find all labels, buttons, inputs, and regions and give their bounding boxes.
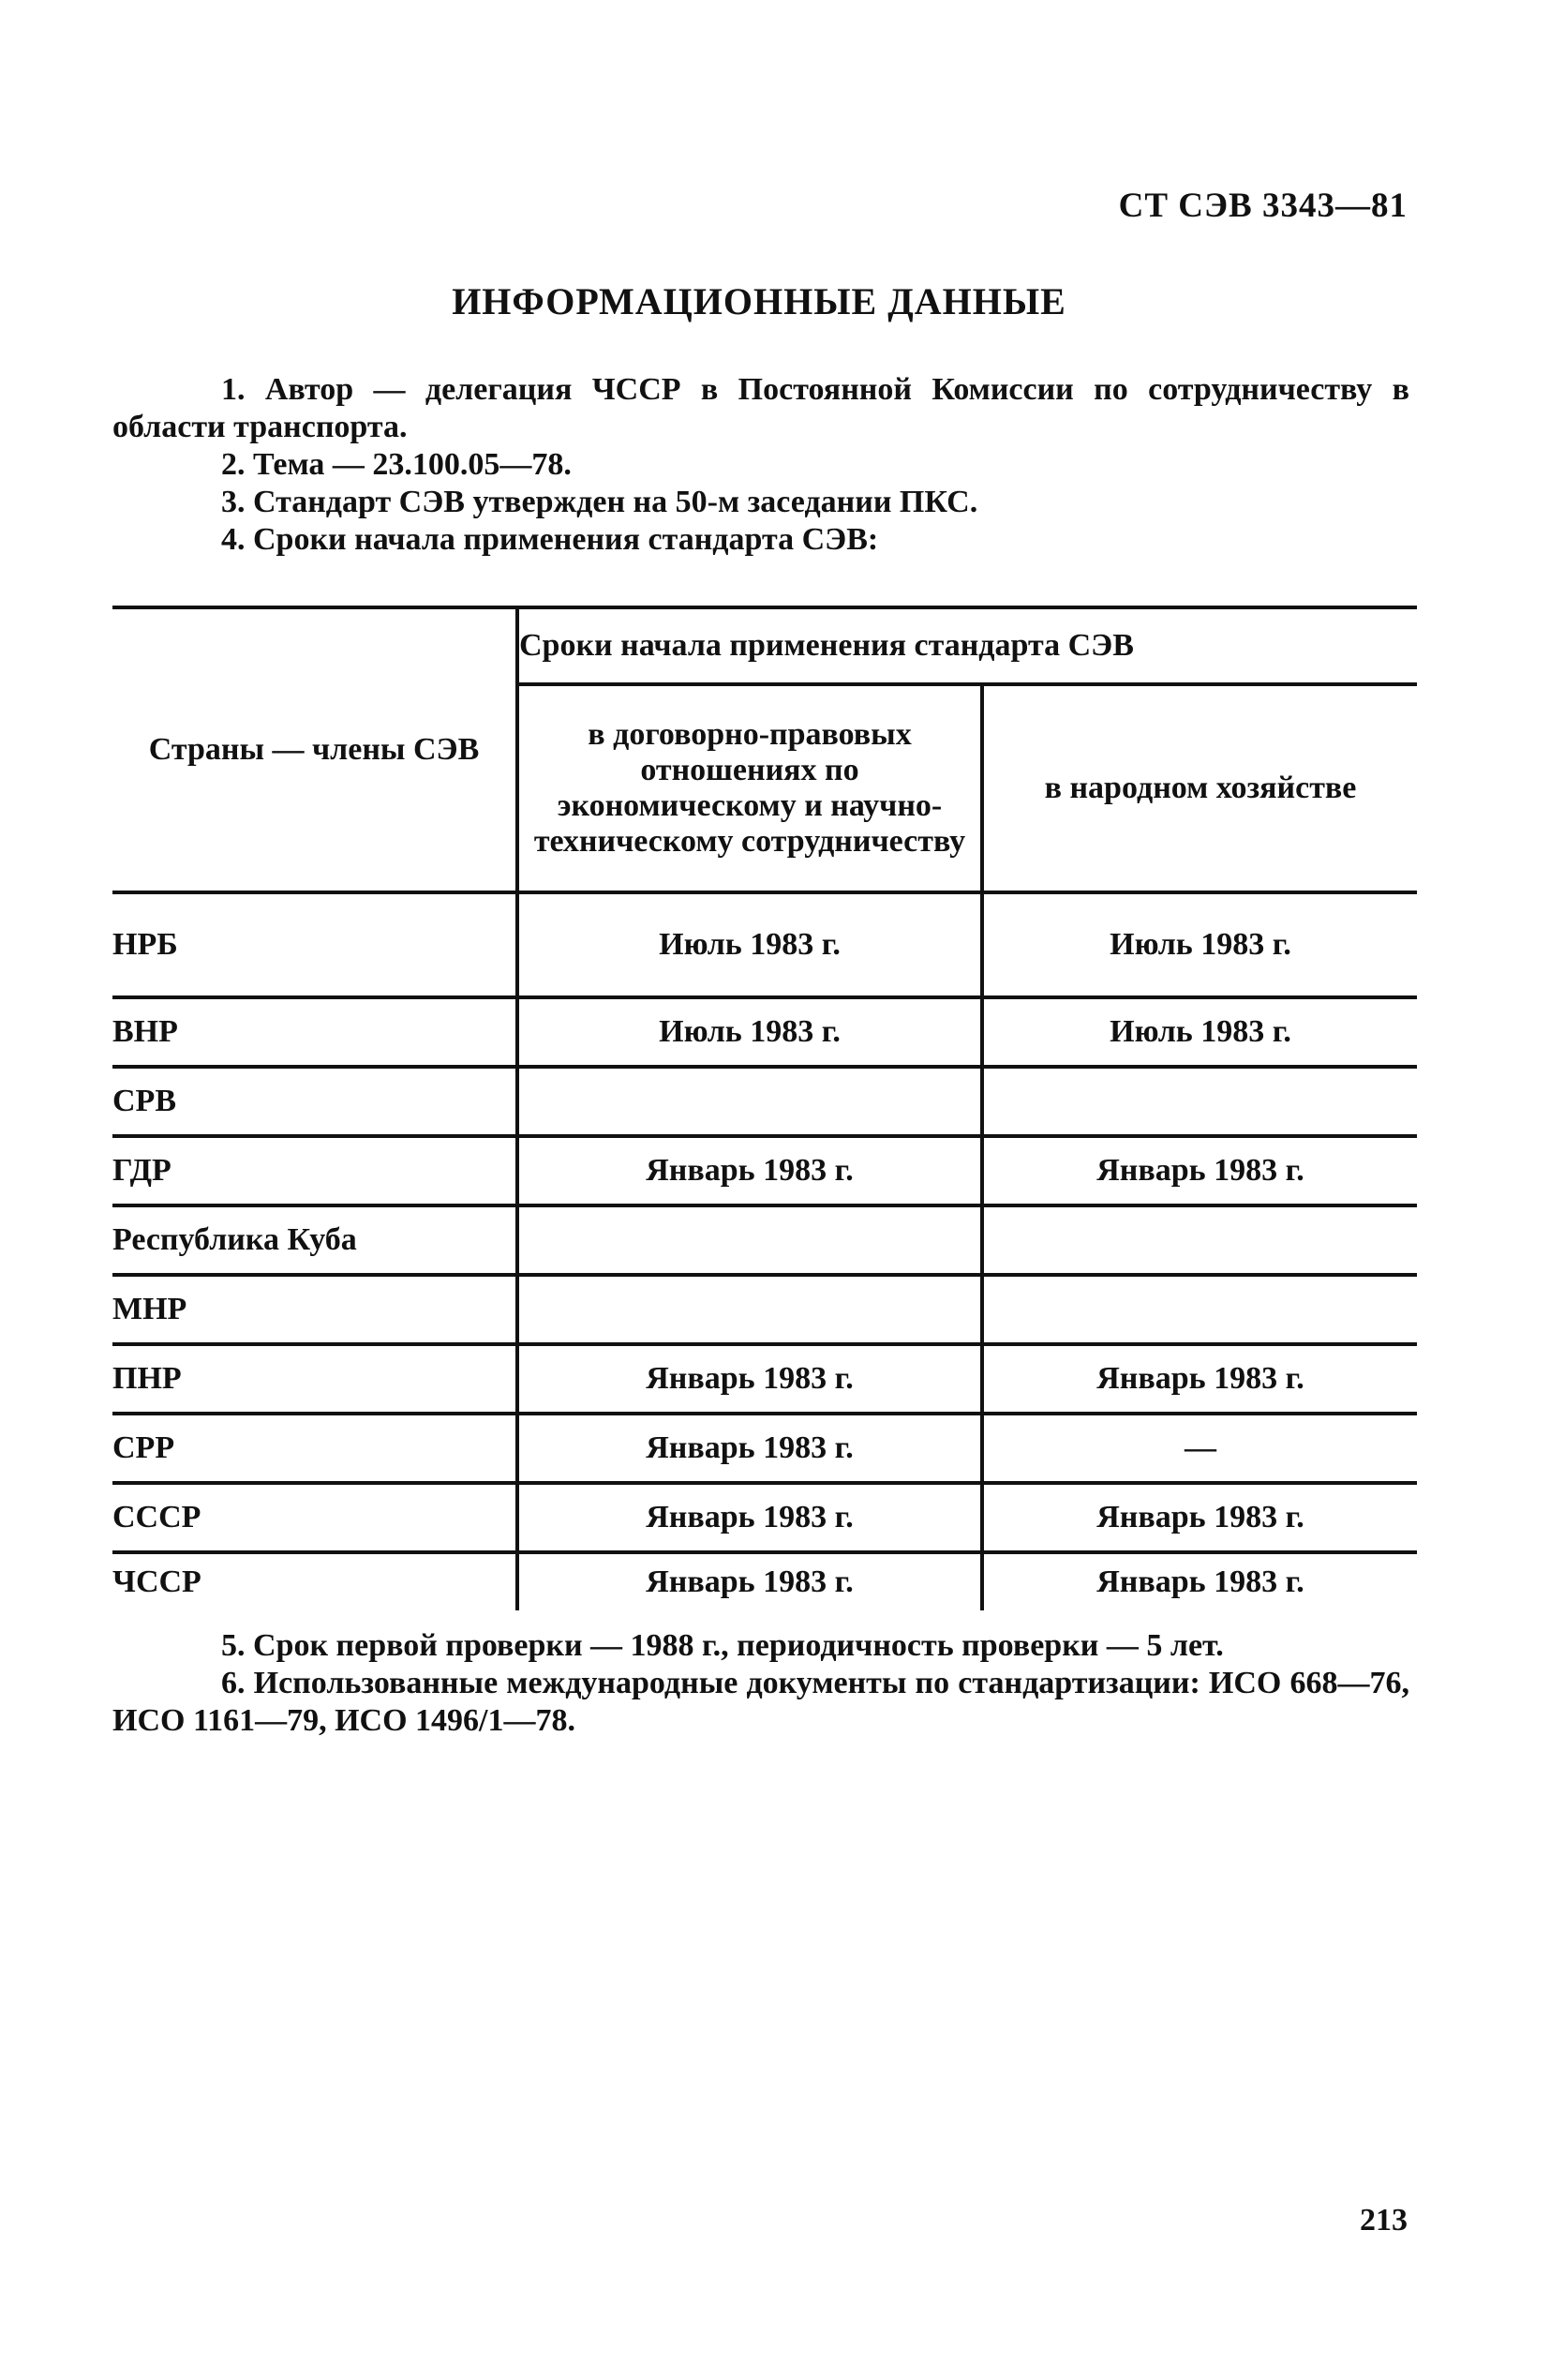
table-row (112, 1275, 1417, 1344)
economy-date-cell: Январь 1983 г. (982, 1483, 1417, 1552)
contract-date-cell: Июль 1983 г. (517, 997, 982, 1067)
table-row (112, 1414, 1417, 1483)
table-row (112, 1136, 1417, 1205)
info-item-2: 2. Тема — 23.100.05—78. (221, 447, 572, 482)
country-cell: СССР (112, 1483, 517, 1552)
country-cell: СРВ (112, 1067, 517, 1136)
contract-date-cell (517, 1067, 982, 1136)
info-item-6: 6. Использованные международные документы по стандартизации: ИСО 668—76, ИСО 1161—79, ИСО 1496/1—78. (112, 1666, 1409, 1738)
info-item-3: 3. Стандарт СЭВ утвержден на 50-м заседании ПКС. (221, 485, 978, 519)
economy-date-cell (982, 1275, 1417, 1344)
table-body (112, 892, 1417, 1610)
dates-group-header: Сроки начала применения стандарта СЭВ (517, 607, 1417, 684)
economy-date-cell: Январь 1983 г. (982, 1344, 1417, 1414)
economy-column-header: в народном хозяйстве (982, 684, 1417, 892)
economy-date-cell: Январь 1983 г. (982, 1136, 1417, 1205)
page-number: 213 (1360, 2203, 1408, 2238)
country-cell: ГДР (112, 1136, 517, 1205)
table-row (112, 997, 1417, 1067)
contract-date-cell: Январь 1983 г. (517, 1344, 982, 1414)
table-row (112, 892, 1417, 997)
page-title: ИНФОРМАЦИОННЫЕ ДАННЫЕ (452, 280, 1066, 322)
economy-date-cell: Июль 1983 г. (982, 892, 1417, 997)
country-cell: Республика Куба (112, 1205, 517, 1275)
contract-column-header: в договорно-правовых отношениях по экономическому и научно-техническому сотрудничеству (517, 684, 982, 892)
country-cell: ПНР (112, 1344, 517, 1414)
table-row (112, 1552, 1417, 1610)
economy-date-cell (982, 1205, 1417, 1275)
country-cell: МНР (112, 1275, 517, 1344)
table-row (112, 1483, 1417, 1552)
country-cell: ЧССР (112, 1552, 517, 1610)
contract-date-cell: Январь 1983 г. (517, 1552, 982, 1610)
contract-date-cell: Январь 1983 г. (517, 1483, 982, 1552)
info-items (112, 371, 1409, 559)
economy-date-cell (982, 1067, 1417, 1136)
countries-column-header: Страны — члены СЭВ (112, 607, 517, 892)
info-item-5: 5. Срок первой проверки — 1988 г., периодичность проверки — 5 лет. (221, 1628, 1224, 1663)
info-items-after (112, 1627, 1409, 1740)
economy-date-cell: Июль 1983 г. (982, 997, 1417, 1067)
table-row (112, 1067, 1417, 1136)
contract-date-cell: Январь 1983 г. (517, 1414, 982, 1483)
country-cell: СРР (112, 1414, 517, 1483)
table-row (112, 1344, 1417, 1414)
dates-table (112, 606, 1417, 1610)
contract-date-cell: Январь 1983 г. (517, 1136, 982, 1205)
document-code: СТ СЭВ 3343—81 (1118, 187, 1408, 225)
country-cell: НРБ (112, 892, 517, 997)
info-item-1: 1. Автор — делегация ЧССР в Постоянной Комиссии по сотрудничеству в области транспорта. (112, 372, 1409, 444)
table-row (112, 1205, 1417, 1275)
contract-date-cell: Июль 1983 г. (517, 892, 982, 997)
economy-date-cell: Январь 1983 г. (1096, 1564, 1304, 1599)
contract-date-cell (517, 1275, 982, 1344)
info-item-4: 4. Сроки начала применения стандарта СЭВ: (221, 522, 879, 557)
economy-date-cell: — (982, 1414, 1417, 1483)
country-cell: ВНР (112, 997, 517, 1067)
contract-date-cell (517, 1205, 982, 1275)
